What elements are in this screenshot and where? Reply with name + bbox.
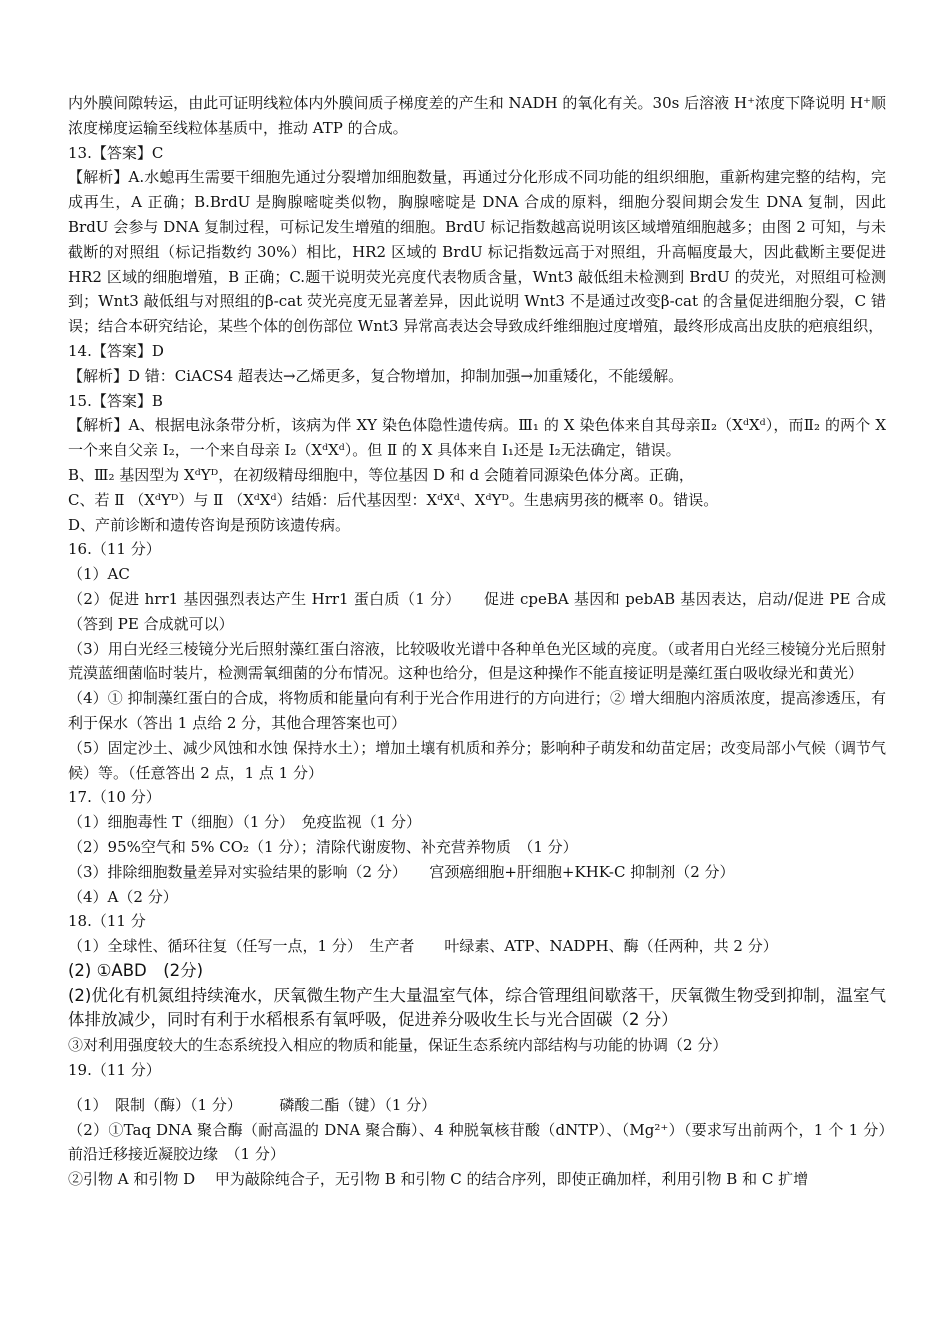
- q19-part-2b: ②引物 A 和引物 D 甲为敲除纯合子，无引物 B 和引物 C 的结合序列，即使正确加样，利用引物 B 和 C 扩增: [68, 1170, 809, 1189]
- analysis-15-d: D、产前诊断和遗传咨询是预防该遗传病。: [68, 515, 351, 534]
- q18-part-2-label: (2) ①ABD (2分): [68, 960, 204, 980]
- q16-part-2: （2）促进 hrr1 基因强烈表达产生 Hrr1 蛋白质（1 分） 促进 cpeBA 基因和 pebAB 基因表达，启动/促进 PE 合成（答到 PE 合成就可以）: [68, 589, 886, 633]
- analysis-13: 【解析】A.水螅再生需要干细胞先通过分裂增加细胞数量，再通过分化形成不同功能的组织细胞，重新构建完整的结构，完成再生，A 正确；B.BrdU 是胸腺嘧啶类似物，胸腺嘧啶是 DNA 合成的原料，细胞分裂间期会发生 DNA 复制，因此 BrdU 会参与 DNA 复制过程，可标记发生增殖的细胞。BrdU 标记指数越高说明该区域增殖细胞越多；由图 2 可知，与未截断的对照组（标记指数约 30%）相比，HR2 区域的 BrdU 标记指数远高于对照组，升高幅度最大，因此截断主要促进 HR2 区域的细胞增殖，B 正确；C.题干说明荧光亮度代表物质含量，Wnt3 敲低组未检测到 BrdU 的荧光，对照组可检测到；Wnt3 敲低组与对照组的β-cat 荧光亮度无显著差异，因此说明 Wnt3 不是通过改变β-cat 的含量促进细胞分裂，C 错误；结合本研究结论，某些个体的创伤部位 Wnt3 异常高表达会导致成纤维细胞过度增殖，最终形成高出皮肤的疤痕组织，: [68, 168, 886, 336]
- question-16-heading: 16.（11 分）: [68, 540, 161, 559]
- answer-15-heading: 15.【答案】B: [68, 391, 163, 410]
- q17-part-2: （2）95%空气和 5% CO₂（1 分）；清除代谢废物、补充营养物质 （1 分）: [68, 837, 578, 856]
- analysis-15-b: B、Ⅲ₂ 基因型为 XᵈYᴰ，在初级精母细胞中，等位基因 D 和 d 会随着同源染色体分离。正确，: [68, 465, 694, 484]
- analysis-14: 【解析】D 错：CiACS4 超表达→乙烯更多，复合物增加，抑制加强→加重矮化，不能缓解。: [68, 366, 684, 385]
- answer-13-heading: 13.【答案】C: [68, 143, 164, 162]
- q17-part-3: （3）排除细胞数量差异对实验结果的影响（2 分） 宫颈癌细胞+肝细胞+KHK-C 抑制剂（2 分）: [68, 862, 735, 881]
- question-19-heading: 19.（11 分）: [68, 1061, 161, 1080]
- q16-part-3: （3）用白光经三棱镜分光后照射藻红蛋白溶液，比较吸收光谱中各种单色光区域的亮度。（或者用白光经三棱镜分光后照射荒漠蓝细菌临时装片，检测需氧细菌的分布情况。这种也给分，但是这种操作不能直接证明是藻红蛋白吸收绿光和黄光）: [68, 639, 886, 683]
- q19-part-2: （2）①Taq DNA 聚合酶（耐高温的 DNA 聚合酶）、4 种脱氧核苷酸（dNTP）、（Mg²⁺）（要求写出前两个，1 个 1 分） 前沿迁移接近凝胶边缘 （1 分）: [68, 1120, 947, 1164]
- analysis-15-c: C、若 Ⅱ （XᵈYᴰ）与 Ⅱ （XᵈXᵈ）结婚：后代基因型：XᵈXᵈ、XᵈYᴰ。生患病男孩的概率 0。错误。: [68, 490, 719, 509]
- q18-part-2-detail: (2)优化有机氮组持续淹水，厌氧微生物产生大量温室气体，综合管理组间歇落干，厌氧微生物受到抑制，温室气体排放减少，同时有利于水稻根系有氧呼吸，促进养分吸收生长与光合固碳（2 分）: [68, 985, 886, 1030]
- q18-part-3: ③对利用强度较大的生态系统投入相应的物质和能量，保证生态系统内部结构与功能的协调（2 分）: [68, 1036, 728, 1055]
- question-18-heading: 18.（11 分: [68, 912, 146, 931]
- analysis-15-a: 【解析】A、根据电泳条带分析，该病为伴 XY 染色体隐性遗传病。Ⅲ₁ 的 X 染色体来自其母亲Ⅱ₂（XᵈXᵈ），而Ⅱ₂ 的两个 X 一个来自父亲 I₂，一个来自母亲 I₂（XᵈXᵈ）。但 Ⅱ 的 X 具体来自 I₁还是 I₂无法确定，错误。: [68, 416, 886, 460]
- document-body: [68, 91, 947, 1192]
- q17-part-1: （1）细胞毒性 T（细胞）（1 分） 免疫监视（1 分）: [68, 813, 421, 832]
- q18-part-1: （1）全球性、循环往复（任写一点，1 分） 生产者 叶绿素、ATP、NADPH、酶（任两种，共 2 分）: [68, 937, 778, 956]
- q17-part-4: （4）A（2 分）: [68, 887, 178, 906]
- spacer: [68, 1083, 886, 1093]
- q16-part-1: （1）AC: [68, 565, 130, 584]
- answer-14-heading: 14.【答案】D: [68, 341, 164, 360]
- q16-part-5: （5）固定沙土、减少风蚀和水蚀 保持水土）；增加土壤有机质和养分；影响种子萌发和幼苗定居；改变局部小气候（调节气候）等。（任意答出 2 点，1 点 1 分）: [68, 738, 886, 782]
- q19-part-1: （1） 限制（酶）（1 分） 磷酸二酯（键）（1 分）: [68, 1095, 437, 1114]
- paragraph-mitochondria: 内外膜间隙转运，由此可证明线粒体内外膜间质子梯度差的产生和 NADH 的氧化有关。30s 后溶液 H⁺浓度下降说明 H⁺顺浓度梯度运输至线粒体基质中，推动 ATP 的合成。: [68, 94, 886, 137]
- q16-part-4: （4）① 抑制藻红蛋白的合成，将物质和能量向有利于光合作用进行的方向进行；② 增大细胞内溶质浓度，提高渗透压，有利于保水（答出 1 点给 2 分，其他合理答案也可）: [68, 689, 886, 732]
- question-17-heading: 17.（10 分）: [68, 788, 161, 807]
